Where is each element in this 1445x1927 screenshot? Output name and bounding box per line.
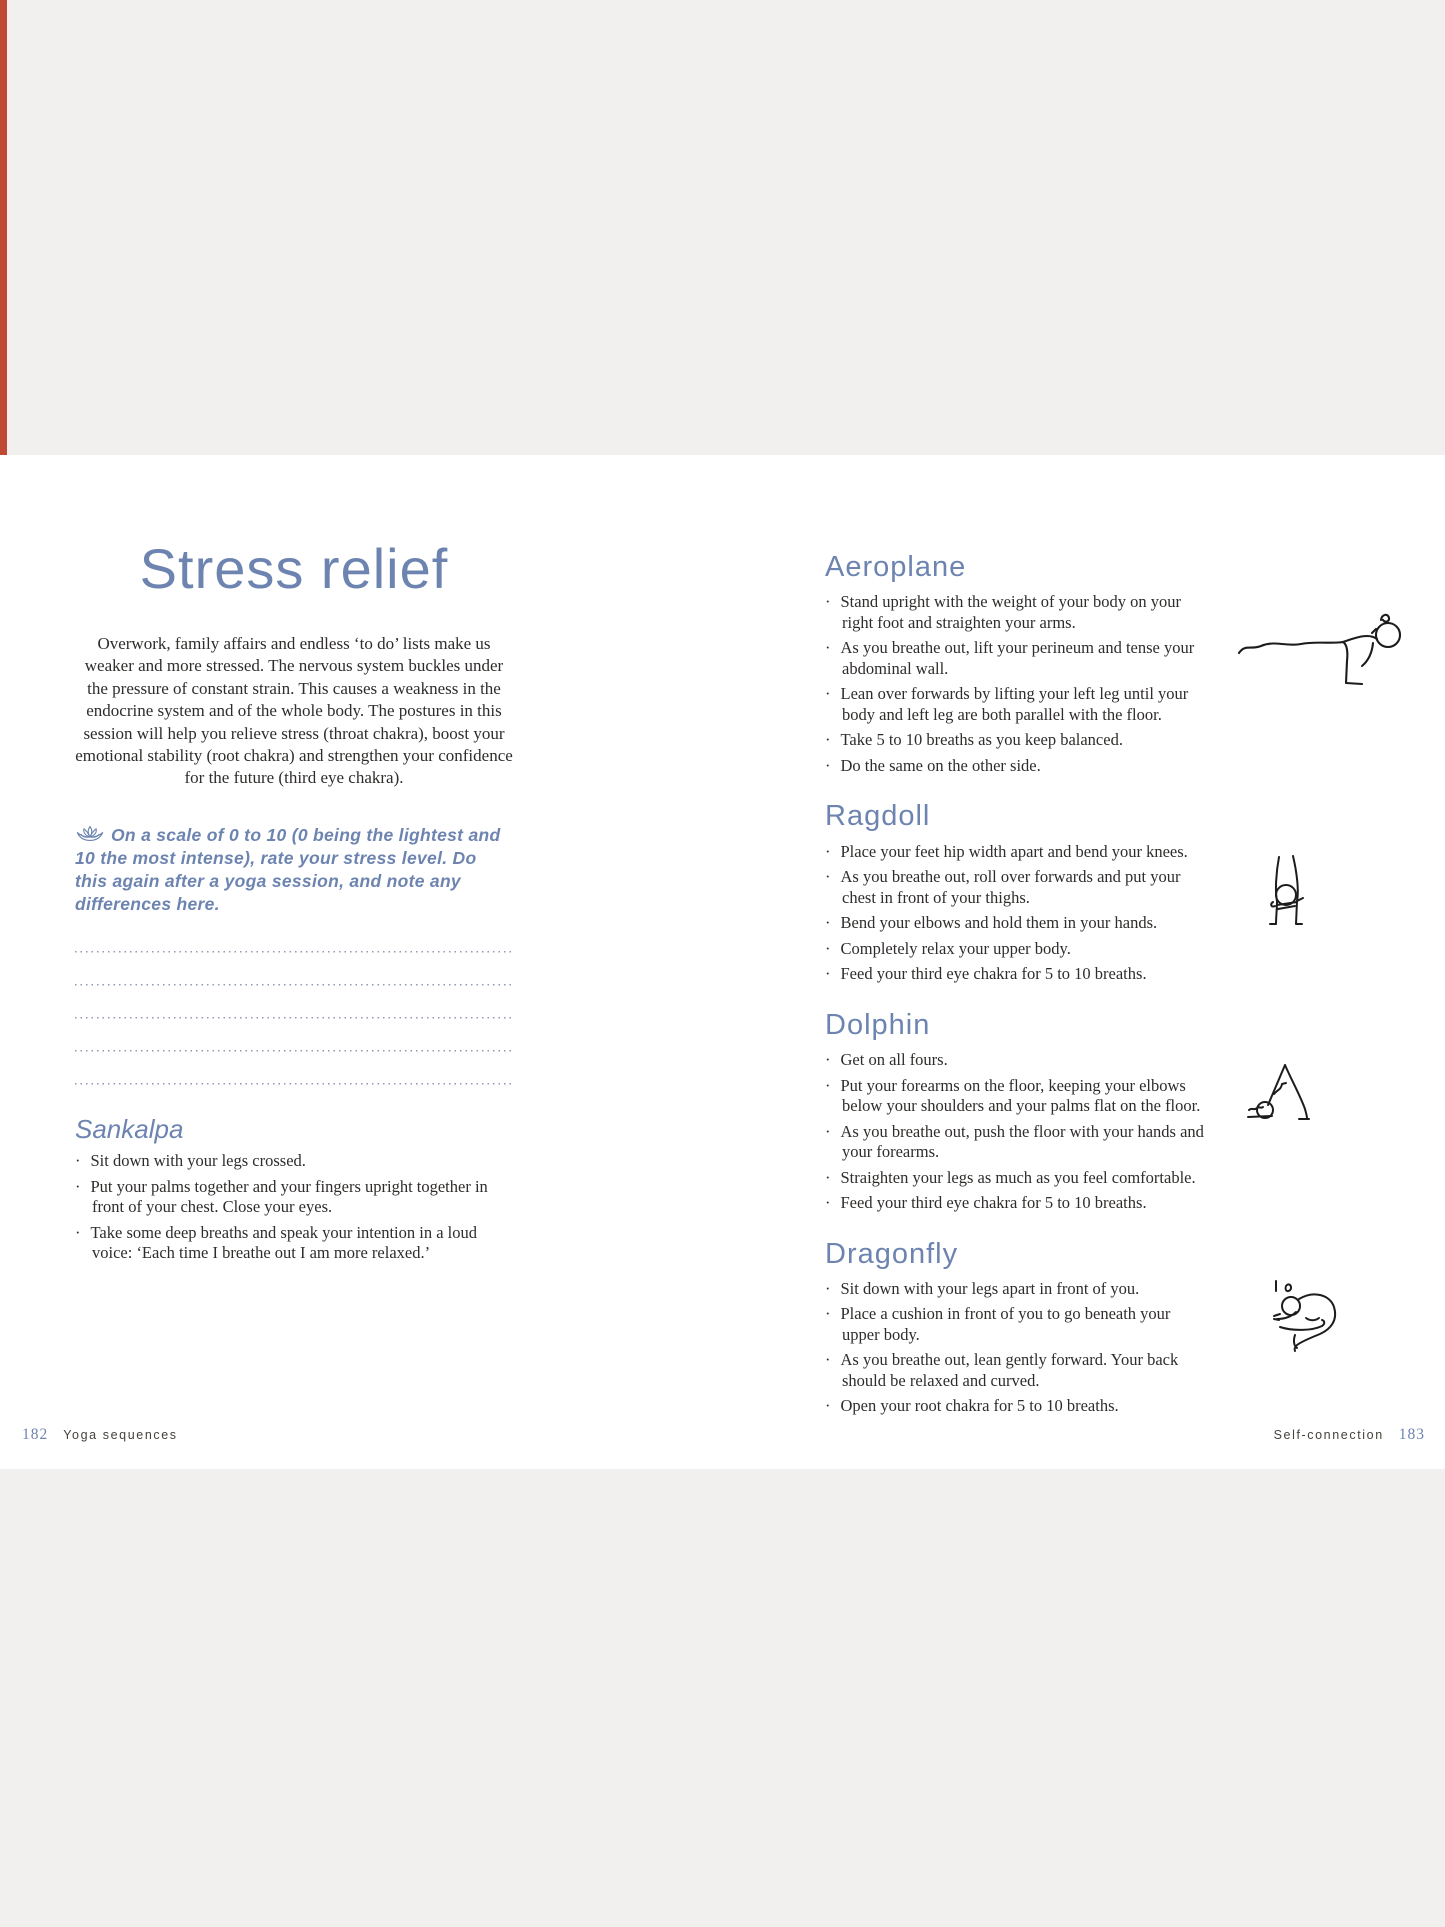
list-item: · Stand upright with the weight of your body on your right foot and straighten your arms. xyxy=(825,592,1205,633)
list-item: · Straighten your legs as much as you feel comfortable. xyxy=(825,1168,1205,1189)
pose-section-dolphin xyxy=(825,1009,1205,1214)
page-spread xyxy=(0,455,1445,1469)
writing-line xyxy=(75,953,513,986)
pose-section-ragdoll xyxy=(825,800,1205,984)
pose-bullet-list xyxy=(825,1050,1205,1214)
list-item: · Open your root chakra for 5 to 10 breaths. xyxy=(825,1396,1205,1417)
dolphin-pose-illustration xyxy=(1246,1053,1346,1125)
page-number: 183 xyxy=(1398,1426,1425,1443)
pose-section-aeroplane xyxy=(825,551,1205,776)
pose-heading: Dragonfly xyxy=(825,1237,959,1270)
pose-heading: Aeroplane xyxy=(825,551,967,583)
running-head: Yoga sequences xyxy=(63,1428,178,1442)
list-item: · Get on all fours. xyxy=(825,1050,1205,1071)
intro-paragraph: Overwork, family affairs and endless ‘to do’ lists make us weaker and more stressed. The nervous system buckles under the pressure of constant strain. This causes a weakness in the endocrine system and of the whole body. The postures in this session will help you relieve stress (throat chakra), boost your emotional stability (root chakra) and strengthen your confidence for the future (third eye chakra). xyxy=(75,634,513,788)
ragdoll-pose-illustration xyxy=(1266,853,1312,929)
list-item: · Put your palms together and your fingers upright together in front of your chest. Close your eyes. xyxy=(75,1177,513,1218)
aeroplane-pose-illustration xyxy=(1235,595,1420,687)
list-item: · Lean over forwards by lifting your left leg until your body and left leg are both parallel with the floor. xyxy=(825,684,1205,725)
list-item: · Completely relax your upper body. xyxy=(825,939,1205,960)
pose-bullet-list xyxy=(825,842,1205,985)
pose-heading: Dolphin xyxy=(825,1008,931,1041)
list-item: · Feed your third eye chakra for 5 to 10 breaths. xyxy=(825,1193,1205,1214)
left-page-footer xyxy=(22,1426,178,1444)
left-page xyxy=(75,537,513,1264)
sankalpa-bullet-list xyxy=(75,1151,513,1264)
writing-line xyxy=(75,920,513,953)
list-item: · Put your forearms on the floor, keeping your elbows below your shoulders and your palms flat on the floor. xyxy=(825,1076,1205,1117)
list-item: · As you breathe out, lean gently forward. Your back should be relaxed and curved. xyxy=(825,1350,1205,1391)
list-item: · Feed your third eye chakra for 5 to 10 breaths. xyxy=(825,964,1205,985)
pose-section-dragonfly xyxy=(825,1238,1205,1417)
running-head: Self-connection xyxy=(1273,1428,1384,1442)
stress-rating-prompt xyxy=(75,824,513,916)
lotus-icon xyxy=(75,824,105,844)
pose-bullet-list xyxy=(825,1279,1205,1417)
book-spine-strip xyxy=(0,0,7,455)
list-item: · Do the same on the other side. xyxy=(825,756,1205,777)
page-title: Stress relief xyxy=(139,537,449,600)
list-item: · Take some deep breaths and speak your intention in a loud voice: ‘Each time I breathe out I am more relaxed.’ xyxy=(75,1223,513,1264)
sankalpa-heading: Sankalpa xyxy=(75,1113,184,1144)
list-item: · Place a cushion in front of you to go beneath your upper body. xyxy=(825,1304,1205,1345)
list-item: · As you breathe out, lift your perineum and tense your abdominal wall. xyxy=(825,638,1205,679)
pose-heading: Ragdoll xyxy=(825,800,931,833)
writing-lines xyxy=(75,920,513,1085)
writing-line xyxy=(75,1019,513,1052)
list-item: · Bend your elbows and hold them in your hands. xyxy=(825,913,1205,934)
pose-bullet-list xyxy=(825,592,1205,776)
list-item: · Sit down with your legs crossed. xyxy=(75,1151,513,1172)
stress-rating-prompt-text: On a scale of 0 to 10 (0 being the lightest and 10 the most intense), rate your stress level. Do this again after a yoga session, and note any differences here. xyxy=(75,824,501,914)
list-item: · As you breathe out, push the floor with your hands and your forearms. xyxy=(825,1122,1205,1163)
list-item: · As you breathe out, roll over forwards and put your chest in front of your thighs. xyxy=(825,867,1205,908)
page-number: 182 xyxy=(22,1426,49,1443)
list-item: · Sit down with your legs apart in front of you. xyxy=(825,1279,1205,1300)
dragonfly-pose-illustration xyxy=(1268,1273,1353,1353)
writing-line xyxy=(75,1052,513,1085)
right-page xyxy=(825,551,1205,1417)
list-item: · Take 5 to 10 breaths as you keep balanced. xyxy=(825,730,1205,751)
writing-line xyxy=(75,986,513,1019)
list-item: · Place your feet hip width apart and bend your knees. xyxy=(825,842,1205,863)
right-page-footer xyxy=(1274,1426,1425,1444)
